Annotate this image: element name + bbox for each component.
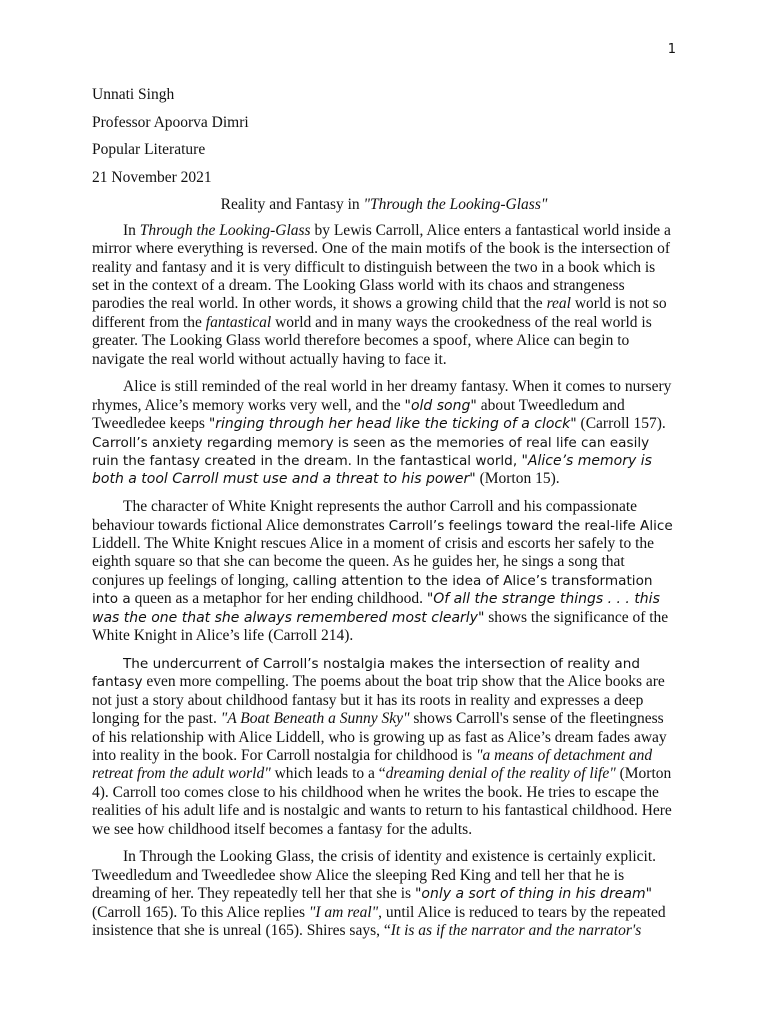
text-run: The character of White Knight represents the author Carroll and his compassionate behaviour towards fictional Alice demonstrates [92, 498, 638, 534]
text-run: world and in many ways the crookedness of the real world is greater. The Looking Glass world therefore becomes a spoof, where Alice can begin to navigate the real world without actually having to face it. [92, 313, 652, 368]
text-run: , until Alice is reduced to tears by the repeated insistence that she is unreal (165). Shires says, “ [92, 903, 666, 939]
text-run: Carroll’s feelings toward the real-life Alice [388, 517, 673, 534]
quote: "A Boat Beneath a Sunny Sky" [220, 710, 410, 728]
paragraph-4 [92, 655, 676, 839]
quote: dreaming denial of the reality of life" [385, 765, 616, 783]
paragraph-1 [92, 222, 676, 369]
text-run: world is not so different from the [92, 295, 667, 331]
text-run: (Morton 4). Carroll too comes close to his childhood when he writes the book. He tries to escape the realities of his adult life and is nostalgic and wants to return to his fantastical childhood. Here we see how childhood itself becomes a fantasy for the adults. [92, 765, 672, 838]
quote: "old song" [404, 397, 477, 414]
text-run: shows the significance of the White Knight in Alice’s life (Carroll 214). [92, 608, 669, 645]
title-italic: "Through the Looking-Glass" [363, 196, 548, 214]
text-run: In [123, 221, 140, 239]
text-run: shows Carroll's sense of the fleetingness of his relationship with Alice Liddell, who is growing up as fast as Alice’s dream fades away into reality in the book. For Carroll nostalgia for childhood is [92, 710, 667, 764]
quote: It is as if the narrator and the narrator's [390, 921, 642, 939]
text-run: real [546, 295, 571, 313]
text-run: (Morton 15). [475, 470, 560, 488]
text-run: which leads to a “ [270, 765, 386, 783]
quote: "Of all the strange things . . . this was the one that she always remembered most clearly" [92, 591, 660, 626]
text-run: In Through the Looking Glass, the crisis of identity and existence is certainly explicit. Tweedledum and Tweedledee show Alice the sleeping Red King and tell her that he is dreaming of her. They repeatedly tell her that she is [92, 848, 657, 903]
paragraph-5 [92, 848, 676, 940]
quote: "Alice’s memory is both a tool Carroll must use and a threat to his power" [92, 453, 652, 488]
text-run: Through the Looking-Glass [139, 221, 311, 239]
quote: "ringing through her head like the ticking of a clock" [208, 416, 577, 433]
paragraph-3 [92, 498, 676, 645]
course-name: Popular Literature [92, 141, 206, 159]
quote: "a means of detachment and retreat from the adult world" [92, 746, 653, 783]
essay-title [92, 196, 676, 214]
text-run: Alice is still reminded of the real world in her dreamy fantasy. When it comes to nursery rhymes, Alice’s memory works very well, and the [92, 378, 672, 414]
quote: "I am real" [308, 903, 379, 921]
text-run: about Tweedledum and Tweedledee keeps [92, 396, 625, 433]
author-name: Unnati Singh [92, 86, 175, 103]
text-run: calling attention to the idea of Alice’s transformation into a [92, 572, 653, 608]
paragraph-2 [92, 378, 676, 488]
text-run: Liddell. The White Knight rescues Alice in a moment of crisis and escorts her safely to the eighth square so that she can become the queen. As he guides her, he sings a song that conjures up feelings of longing, [92, 535, 655, 589]
title-prefix: Reality and Fantasy in [220, 196, 364, 214]
professor-name: Professor Apoorva Dimri [92, 113, 249, 131]
text-run: (Carroll 157). [576, 415, 666, 433]
essay-body [92, 86, 676, 950]
text-run: Carroll’s anxiety regarding memory is seen as the memories of real life can easily ruin the fantasy created in the dream. In the fantastical world, [92, 434, 650, 470]
text-run: queen as a metaphor for her ending childhood. [130, 590, 427, 608]
page-number: 1 [667, 42, 676, 57]
text-run: fantastical [205, 313, 272, 331]
essay-date: 21 November 2021 [92, 168, 212, 186]
quote: "only a sort of thing in his dream" [414, 886, 653, 903]
text-run: (Carroll 165). To this Alice replies [92, 903, 309, 921]
text-run: by Lewis Carroll, Alice enters a fantastical world inside a mirror where everything is reversed. One of the main motifs of the book is the intersection of reality and fantasy and it is very difficult to distinguish between the two in a book which is set in the context of a dream. The Looking Glass world with its chaos and strangeness parodies the real world. In other words, it shows a growing child that the [92, 221, 671, 313]
text-run: even more compelling. The poems about the boat trip show that the Alice books are not just a story about childhood fantasy but it has its roots in reality and expresses a deep longing for the past. [92, 673, 665, 728]
text-run: The undercurrent of Carroll’s nostalgia makes the intersection of reality and fantasy [92, 655, 641, 691]
